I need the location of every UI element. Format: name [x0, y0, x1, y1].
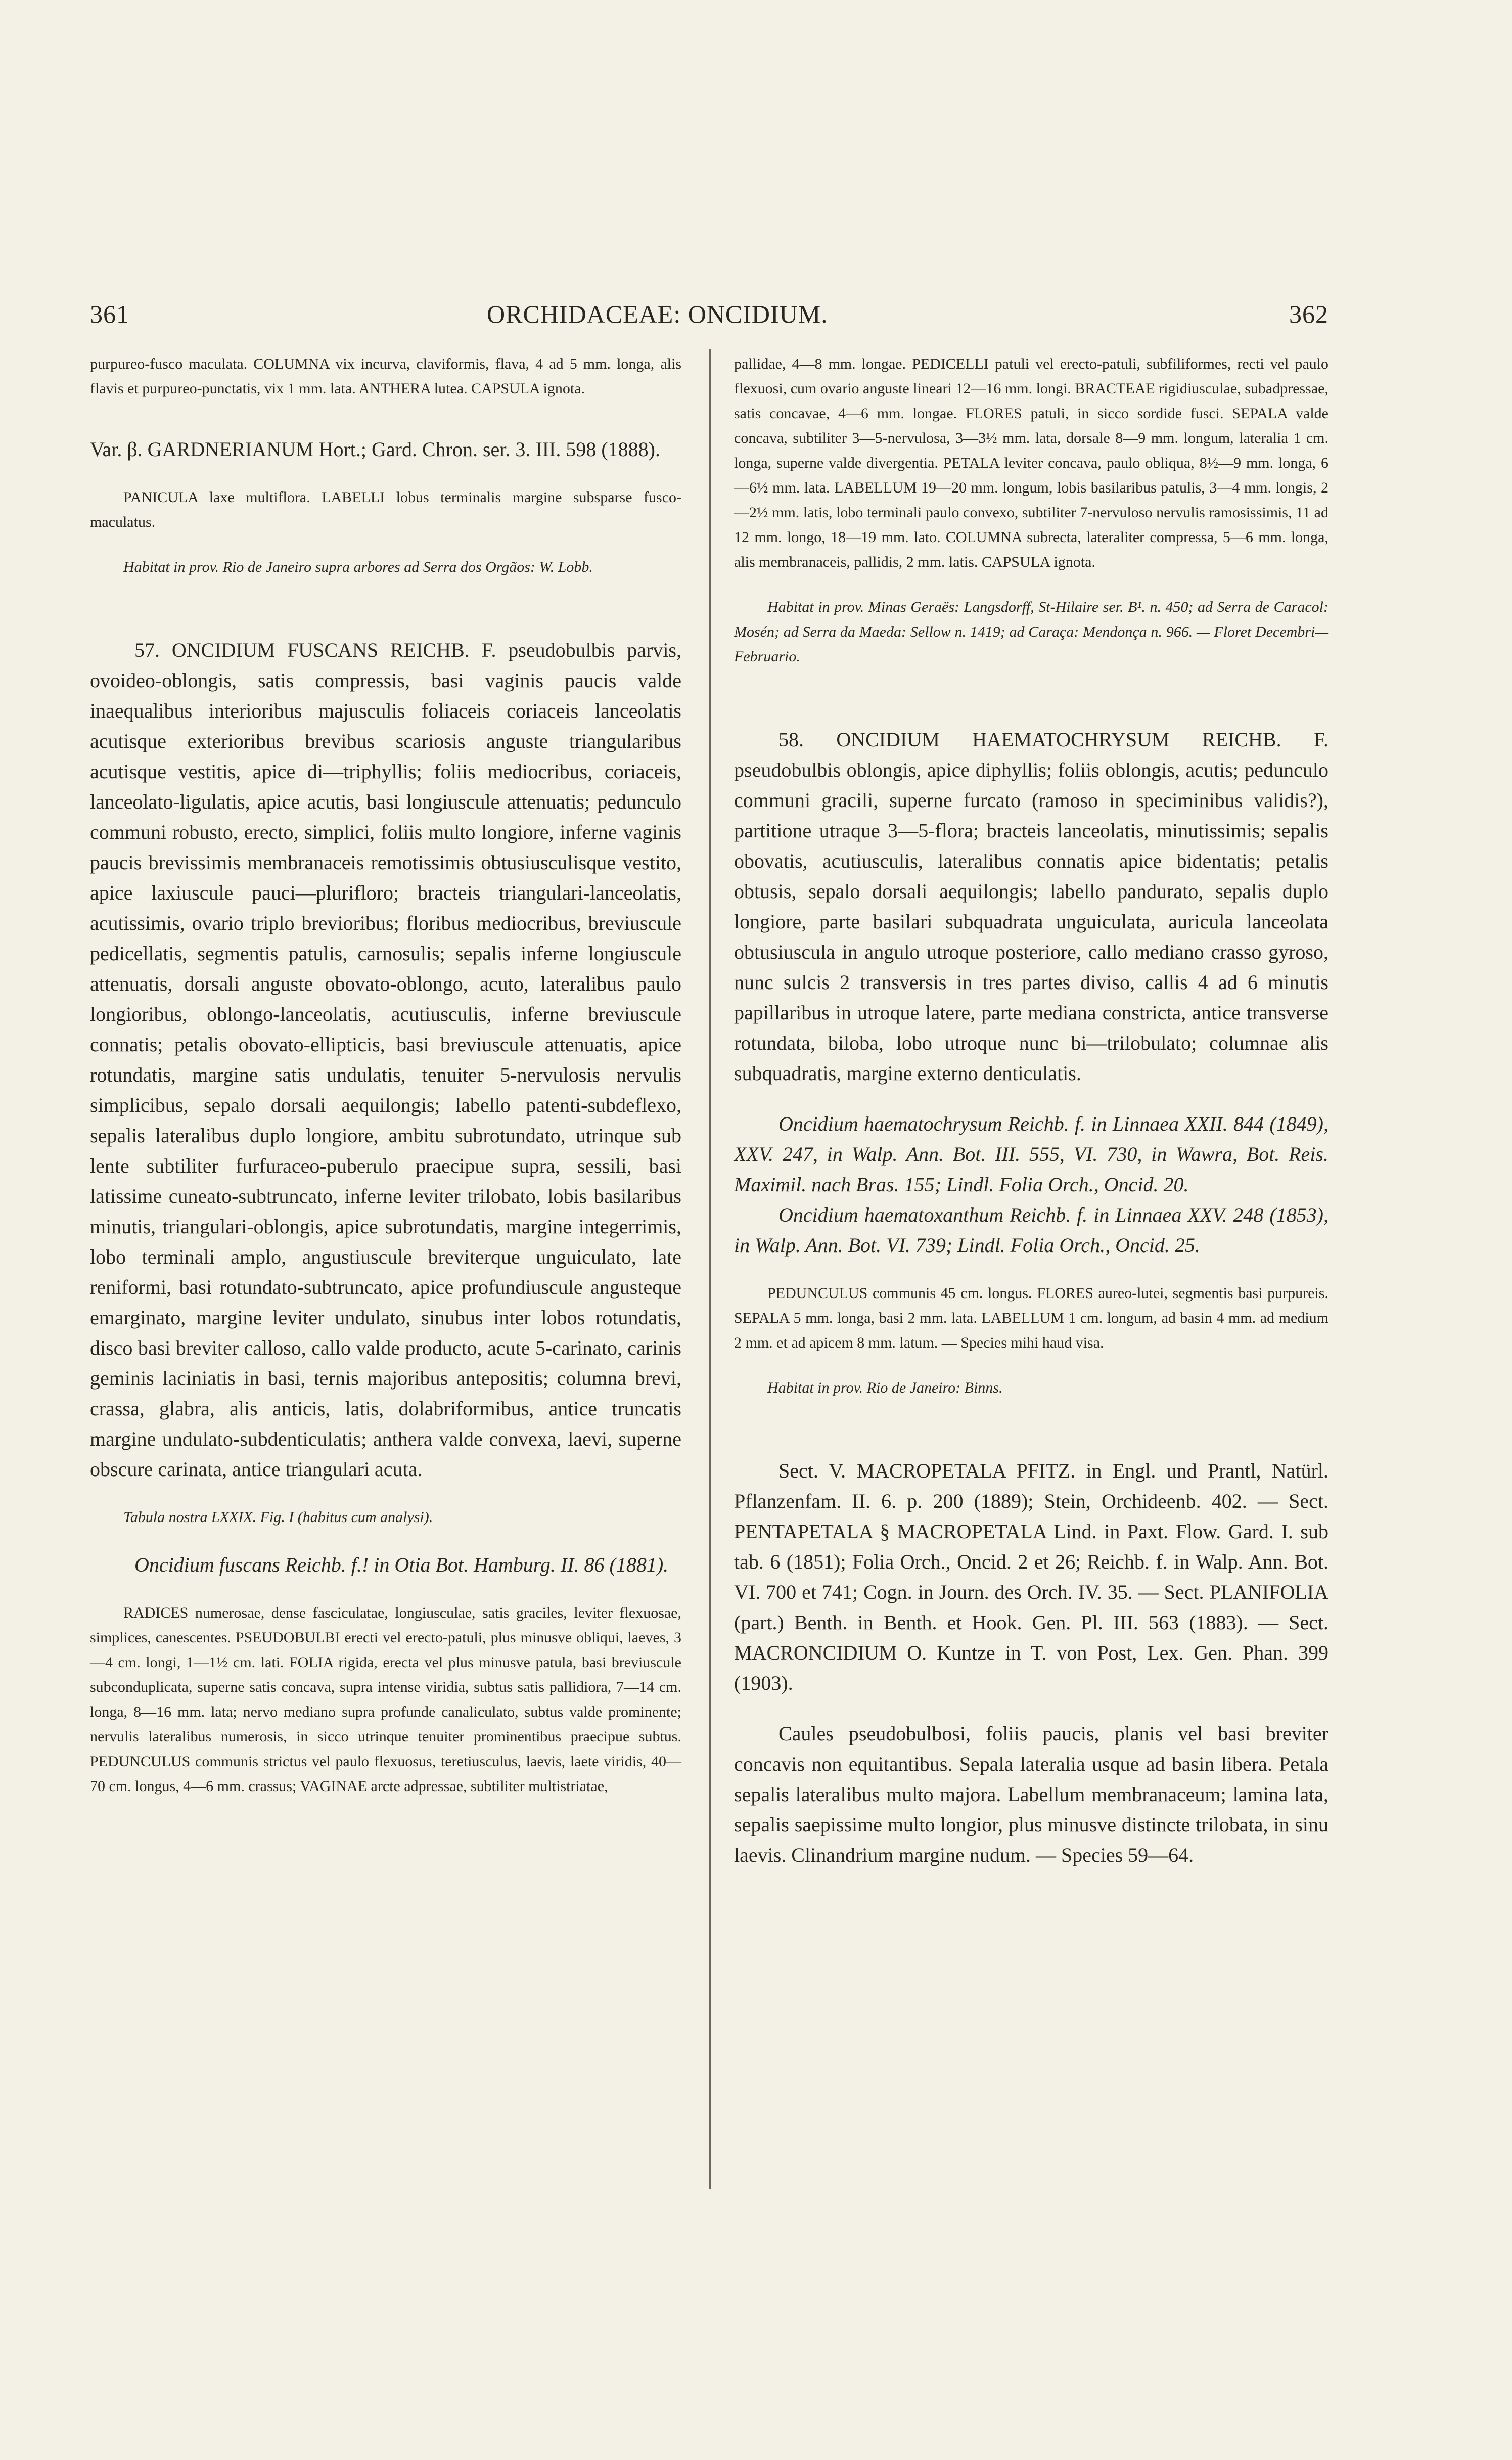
running-title: ORCHIDACEAE: ONCIDIUM. [487, 300, 828, 328]
column-divider [709, 349, 711, 2189]
variety-heading: Var. β. GARDNERIANUM Hort.; Gard. Chron. ser. 3. III. 598 (1888). [90, 438, 660, 461]
description-continuation: purpureo-fusco maculata. COLUMNA vix incurva, claviformis, flava, 4 ad 5 mm. longa, alis flavis et purpureo-punctatis, vix 1 mm. lata. ANTHERA lutea. CAPSULA ignota. [90, 355, 681, 397]
left-column [90, 351, 681, 1799]
synonymy-citation: Oncidium fuscans Reichb. f.! in Otia Bot. Hamburg. II. 86 (1881). [134, 1553, 669, 1576]
section-heading: Sect. V. MACROPETALA PFITZ. in Engl. und Prantl, Natürl. Pflanzenfam. II. 6. p. 200 (1889); Stein, Orchideenb. 402. — Sect. PENTAPETALA § MACROPETALA Lind. in Paxt. Flow. Gard. I. sub tab. 6 (1851); Folia Orch., Oncid. 2 et 26; Reichb. f. in Walp. Ann. Bot. VI. 700 et 741; Cogn. in Journ. des Orch. IV. 35. — Sect. PLANIFOLIA (part.) Benth. in Benth. et Hook. Gen. Pl. III. 563 (1883). — Sect. MACRONCIDIUM O. Kuntze in T. von Post, Lex. Gen. Phan. 399 (1903). [734, 1459, 1328, 1694]
species-57-description: 57. ONCIDIUM FUSCANS REICHB. F. pseudobulbis parvis, ovoideo-oblongis, satis compressis, basi vaginis paucis valde inaequalibus interioribus majusculis foliaceis coriaceis lanceolatis acutisque exterioribus brevibus scariosis anguste triangularibus acutisque vestitis, apice di—triphyllis; foliis mediocribus, coriaceis, lanceolato-ligulatis, apice acutis, basi longiuscule attenuatis; pedunculo communi robusto, erecto, simplici, foliis multo longiore, inferne vaginis paucis brevissimis membranaceis remotissimis obtusiusculisque vestito, apice laxiuscule pauci—plurifloro; bracteis triangulari-lanceolatis, acutissimis, ovario triplo brevioribus; floribus mediocribus, breviuscule pedicellatis, segmentis patulis, carnosulis; sepalis inferne longiuscule attenuatis, dorsali anguste obovato-oblongo, acuto, lateralibus paulo longioribus, oblongo-lanceolatis, acutiusculis, inferne breviuscule connatis; petalis obovato-ellipticis, basi breviuscule attenuatis, apice rotundatis, margine satis undulatis, tenuiter 5-nervulosis nervulis simplicibus, sepalo dorsali aequilongis; labello patenti-subdeflexo, sepalis lateralibus duplo longiore, ambitu subrotundato, utrinque sub lente subtiliter furfuraceo-puberulo praecipue supra, sessili, basi latissime cuneato-subtruncato, inferne leviter trilobato, lobis basilaribus minutis, triangulari-oblongis, apice subrotundatis, margine integerrimis, lobo terminali amplo, angustiuscule breviterque unguiculato, late reniformi, basi rotundato-subtruncato, apice profundiuscule angusteque emarginato, margine leviter undulato, sinubus inter lobos rotundatis, disco basi breviter calloso, callo valde producto, acute 5-carinato, carinis geminis laciniatis in basi, ternis majoribus antepositis; columna brevi, crassa, glabra, alis anticis, latis, dolabriformibus, antice truncatis margine undulato-subdenticulatis; anthera valde convexa, laevi, superne obscure carinata, antice triangulari acuta. [90, 639, 681, 1481]
habitat-note: Habitat in prov. Rio de Janeiro supra arbores ad Serra dos Orgãos: W. Lobb. [123, 559, 593, 575]
running-header [90, 299, 1328, 335]
section-description: Caules pseudobulbosi, foliis paucis, planis vel basi breviter concavis non equitantibus. Sepala lateralia usque ad basin libera. Petala sepalis lateralibus multo majora. Labellum membranaceum; lamina lata, sepalis saepissime multo longior, plus minusve distincte trilobata, in sinu laevis. Clinandrium margine nudum. — Species 59—64. [734, 1722, 1328, 1866]
page-number-left: 361 [90, 300, 129, 328]
detail-continuation: pallidae, 4—8 mm. longae. PEDICELLI patuli vel erecto-patuli, subfiliformes, recti vel paulo flexuosi, cum ovario anguste lineari 12—16 mm. longi. BRACTEAE rigidiusculae, subadpressae, satis concavae, 4—6 mm. longae. FLORES patuli, in sicco sordide fusci. SEPALA valde concava, subtiliter 3—5-nervulosa, 3—3½ mm. lata, dorsale 8—9 mm. longum, lateralia 1 cm. longa, superne valde divergentia. PETALA leviter concava, paulo obliqua, 8½—9 mm. longa, 6—6½ mm. lata. LABELLUM 19—20 mm. longum, lobis basilaribus patulis, 3—4 mm. longis, 2—2½ mm. latis, lobo terminali paulo convexo, subtiliter 7-nervuloso nervulis ramosissimis, 11 ad 12 mm. longo, 18—19 mm. lato. COLUMNA subrecta, lateraliter compressa, 5—6 mm. longa, alis membranaceis, pallidis, 2 mm. latis. CAPSULA ignota. [734, 355, 1328, 570]
page-number-right: 362 [1289, 300, 1328, 328]
synonymy-citation: Oncidium haematochrysum Reichb. f. in Linnaea XXII. 844 (1849), XXV. 247, in Walp. Ann. Bot. III. 555, VI. 730, in Wawra, Bot. Reis. Maximil. nach Bras. 155; Lindl. Folia Orch., Oncid. 20. [734, 1112, 1328, 1196]
right-column [734, 351, 1328, 1870]
synonymy-citation-2: Oncidium haematoxanthum Reichb. f. in Linnaea XXV. 248 (1853), in Walp. Ann. Bot. VI. 739; Lindl. Folia Orch., Oncid. 25. [734, 1203, 1328, 1257]
species-58-description: 58. ONCIDIUM HAEMATOCHRYSUM REICHB. F. pseudobulbis oblongis, apice diphyllis; foliis oblongis, acutis; pedunculo communi gracili, superne furcato (ramoso in speciminibus validis?), partitione utraque 3—5-flora; bracteis lanceolatis, minutissimis; sepalis obovatis, acutiusculis, lateralibus connatis apice bidentatis; petalis obtusis, sepalo dorsali aequilongis; labello pandurato, sepalis duplo longiore, parte basilari subquadrata unguiculata, auricula lanceolata obtusiuscula in angulo utroque posteriore, callo mediano crasso gyroso, nunc sulcis 2 transversis in tres partes diviso, callis 4 ad 6 minutis papillaribus in utroque latere, parte mediana constricta, antice transverse rotundata, biloba, lobo utroque nunc bi—trilobulato; columnae alis subquadratis, margine externo denticulatis. [734, 728, 1328, 1085]
habitat-note: Habitat in prov. Minas Geraës: Langsdorff, St-Hilaire ser. B¹. n. 450; ad Serra de Caracol: Mosén; ad Serra da Maeda: Sellow n. 1419; ad Caraça: Mendonça n. 966. — Floret Decembri—Februario. [734, 599, 1328, 665]
species-58-detail: PEDUNCULUS communis 45 cm. longus. FLORES aureo-lutei, segmentis basi purpureis. SEPALA 5 mm. longa, basi 2 mm. lata. LABELLUM 1 cm. longum, ad basin 4 mm. ad medium 2 mm. et ad apicem 8 mm. latum. — Species mihi haud visa. [734, 1285, 1328, 1351]
species-57-detail: RADICES numerosae, dense fasciculatae, longiusculae, satis graciles, leviter flexuosae, simplices, canescentes. PSEUDOBULBI erecti vel erecto-patuli, plus minusve obliqui, laeves, 3—4 cm. longi, 1—1½ cm. lati. FOLIA rigida, erecta vel plus minusve patula, basi breviuscule subconduplicata, superne satis concava, supra intense viridia, subtus satis pallidiora, 7—14 cm. longa, 8—16 mm. lata; nervo mediano supra profunde canaliculato, subtus valde prominente; nervulis lateralibus numerosis, in sicco utrinque tenuiter prominentibus praecipue subtus. PEDUNCULUS communis strictus vel paulo flexuosus, teretiusculus, laevis, laete viridis, 40—70 cm. longus, 4—6 mm. crassus; VAGINAE arcte adpressae, subtiliter multistriatae, [90, 1604, 681, 1795]
habitat-note-2: Habitat in prov. Rio de Janeiro: Binns. [767, 1379, 1003, 1396]
variety-description: PANICULA laxe multiflora. LABELLI lobus terminalis margine subsparse fusco-maculatus. [90, 489, 681, 530]
plate-reference: Tabula nostra LXXIX. Fig. I (habitus cum analysi). [123, 1509, 433, 1526]
